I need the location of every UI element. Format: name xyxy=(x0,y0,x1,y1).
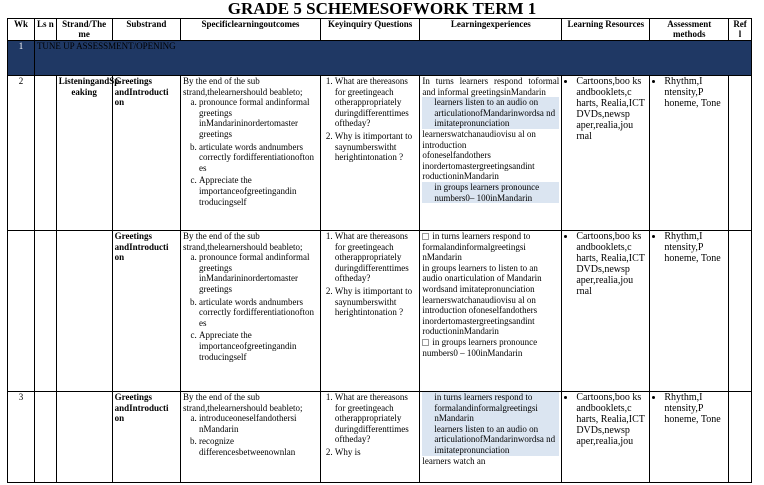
le-item: learnerswatchanaudiovisu al on introduction xyxy=(422,128,536,150)
strand-cell: ListeningandSp eaking xyxy=(56,76,112,231)
resources-cell xyxy=(562,231,650,392)
le-item xyxy=(422,337,559,358)
assessment-cell xyxy=(650,392,729,483)
week-cell xyxy=(8,231,35,392)
assessment-list xyxy=(652,231,726,264)
band-text: TUNE UP ASSESSMENT/OPENING xyxy=(34,41,751,76)
assessment-cell xyxy=(650,76,729,231)
le-item: learners listen to an audio on articulationofMandarinwordsa nd imitatepronunciation xyxy=(422,424,559,456)
list-item: • Rhythm,I ntensity,P honeme, Tone xyxy=(664,76,726,109)
page-title: GRADE 5 SCHEMESOFWORK TERM 1 xyxy=(227,0,537,18)
list-item: 1. What are thereasons for greetingeach otherappropriately duringdifferenttimes oftheday? xyxy=(335,76,417,129)
kiq-cell xyxy=(320,231,419,392)
slo-intro: By the end of the sub strand,thelearnershould beableto; xyxy=(183,76,303,97)
le-cell xyxy=(420,392,562,483)
kiq-cell xyxy=(320,392,419,483)
slo-cell xyxy=(181,231,321,392)
list-item: • Rhythm,I ntensity,P honeme, Tone xyxy=(664,231,726,264)
substrand-cell: Greetings andIntroducti on xyxy=(112,392,180,483)
ref-cell xyxy=(729,231,752,392)
le-item xyxy=(422,231,559,263)
slo-intro: By the end of the sub strand,thelearnershould beableto; xyxy=(183,231,303,252)
list-item: b. articulate words andnumbers correctly fordifferentiationofton es xyxy=(199,297,318,329)
header-lr: Learning Resources xyxy=(562,19,650,41)
resources-list xyxy=(564,76,647,142)
le-item: learnerswatchanaudiovisu al on introduction ofoneselfandothers inordertomastergreetingsandint roductioninMandarin xyxy=(422,294,538,337)
header-le: Learningexperiences xyxy=(420,19,562,41)
assessment-list xyxy=(652,76,726,109)
strand-cell xyxy=(56,392,112,483)
checkbox-icon xyxy=(422,233,429,240)
le-item: in groups learners pronounce numbers0– 100inMandarin xyxy=(422,182,559,203)
slo-list xyxy=(183,413,318,457)
list-item: 1. What are thereasons for greetingeach otherappropriately duringdifferenttimes oftheday? xyxy=(335,392,417,445)
lesson-cell xyxy=(34,231,56,392)
resources-list xyxy=(564,392,647,447)
list-item: 1. What are thereasons for greetingeach otherappropriately duringdifferenttimes oftheday? xyxy=(335,231,417,284)
le-item: in turns learners respond to formalandinformalgreetingsi nMandarin xyxy=(422,392,559,424)
list-item: 2. Why is itimportant to saynumberswitht herightintonation ? xyxy=(335,286,417,318)
strand-cell xyxy=(56,231,112,392)
le-cell xyxy=(420,231,562,392)
week-cell: 3 xyxy=(8,392,35,483)
resources-cell xyxy=(562,76,650,231)
le-cell xyxy=(420,76,562,231)
list-item: • Cartoons,boo ks andbooklets,c harts, Realia,ICT DVDs,newsp aper,realia,jou rnal xyxy=(576,76,647,142)
header-wk: Wk xyxy=(8,19,35,41)
slo-intro: By the end of the sub strand,thelearnershould beableto; xyxy=(183,392,303,413)
table-row xyxy=(8,76,752,231)
le-item: In turns learners respond toformal and informal greetingsinMandarin xyxy=(422,76,560,97)
header-am: Assessment methods xyxy=(650,19,729,41)
header-lsn: Ls n xyxy=(34,19,56,41)
checkbox-icon xyxy=(422,339,429,346)
list-item: c. Appreciate the importanceofgreetingandin troducingself xyxy=(199,175,318,207)
list-item: 2. Why is xyxy=(335,447,417,458)
slo-list xyxy=(183,252,318,362)
ref-cell xyxy=(729,76,752,231)
list-item: • Rhythm,I ntensity,P honeme, Tone xyxy=(664,392,726,425)
le-text: in groups learners pronounce numbers0 – 100inMandarin xyxy=(422,336,538,358)
list-item: • Cartoons,boo ks andbooklets,c harts, Realia,ICT DVDs,newsp aper,realia,jou rnal xyxy=(576,231,647,297)
table-row xyxy=(8,231,752,392)
lesson-cell xyxy=(34,392,56,483)
ref-cell xyxy=(729,392,752,483)
header-kiq: Keyinquiry Questions xyxy=(320,19,419,41)
le-text: in turns learners respond to formalandinformalgreetingsi nMandarin xyxy=(422,231,531,263)
lesson-cell xyxy=(34,76,56,231)
kiq-list xyxy=(323,231,417,318)
week-cell: 2 xyxy=(8,76,35,231)
table-row xyxy=(8,392,752,483)
kiq-list xyxy=(323,76,417,163)
list-item: b. recognize differencesbetweenownlan xyxy=(199,436,318,457)
header-strand: Strand/The me xyxy=(56,19,112,41)
kiq-list xyxy=(323,392,417,458)
le-item: ofoneselfandothers inordertomastergreetingsandint roductioninMandarin xyxy=(422,150,535,182)
header-substrand: Substrand xyxy=(112,19,180,41)
assessment-list xyxy=(652,392,726,425)
header-ref: Ref l xyxy=(729,19,752,41)
list-item: a. pronounce formal andinformal greetings inMandarininordertomaster greetings xyxy=(199,97,318,139)
header-slo: Specificlearningoutcomes xyxy=(181,19,321,41)
header-row xyxy=(8,19,752,41)
substrand-cell: Greetings andIntroducti on xyxy=(112,231,180,392)
list-item: 2. Why is itimportant to saynumberswitht herightintonation ? xyxy=(335,131,417,163)
band-week: 1 xyxy=(8,41,35,76)
kiq-cell xyxy=(320,76,419,231)
slo-cell xyxy=(181,392,321,483)
le-item: learners listen to an audio on articulationofMandarinwordsa nd imitatepronunciation xyxy=(422,97,559,129)
list-item: a. pronounce formal andinformal greetings inMandarininordertomaster greetings xyxy=(199,252,318,294)
resources-cell xyxy=(562,392,650,483)
substrand-cell: Greetings andIntroducti on xyxy=(112,76,180,231)
slo-cell xyxy=(181,76,321,231)
resources-list xyxy=(564,231,647,297)
list-item: a. introduceoneselfandothersi nMandarin xyxy=(199,413,318,434)
slo-list xyxy=(183,97,318,207)
schemes-of-work-table xyxy=(7,18,752,483)
le-item: in groups learners to listen to an audio onarticulation of Mandarin wordsand imitatepronunciation xyxy=(422,262,542,294)
list-item: b. articulate words andnumbers correctly fordifferentiationofton es xyxy=(199,142,318,174)
assessment-cell xyxy=(650,231,729,392)
le-item: learners watch an xyxy=(422,455,486,466)
list-item: c. Appreciate the importanceofgreetingandin troducingself xyxy=(199,330,318,362)
tune-up-band-row xyxy=(8,41,752,76)
list-item: • Cartoons,boo ks andbooklets,c harts, Realia,ICT DVDs,newsp aper,realia,jou xyxy=(576,392,647,447)
